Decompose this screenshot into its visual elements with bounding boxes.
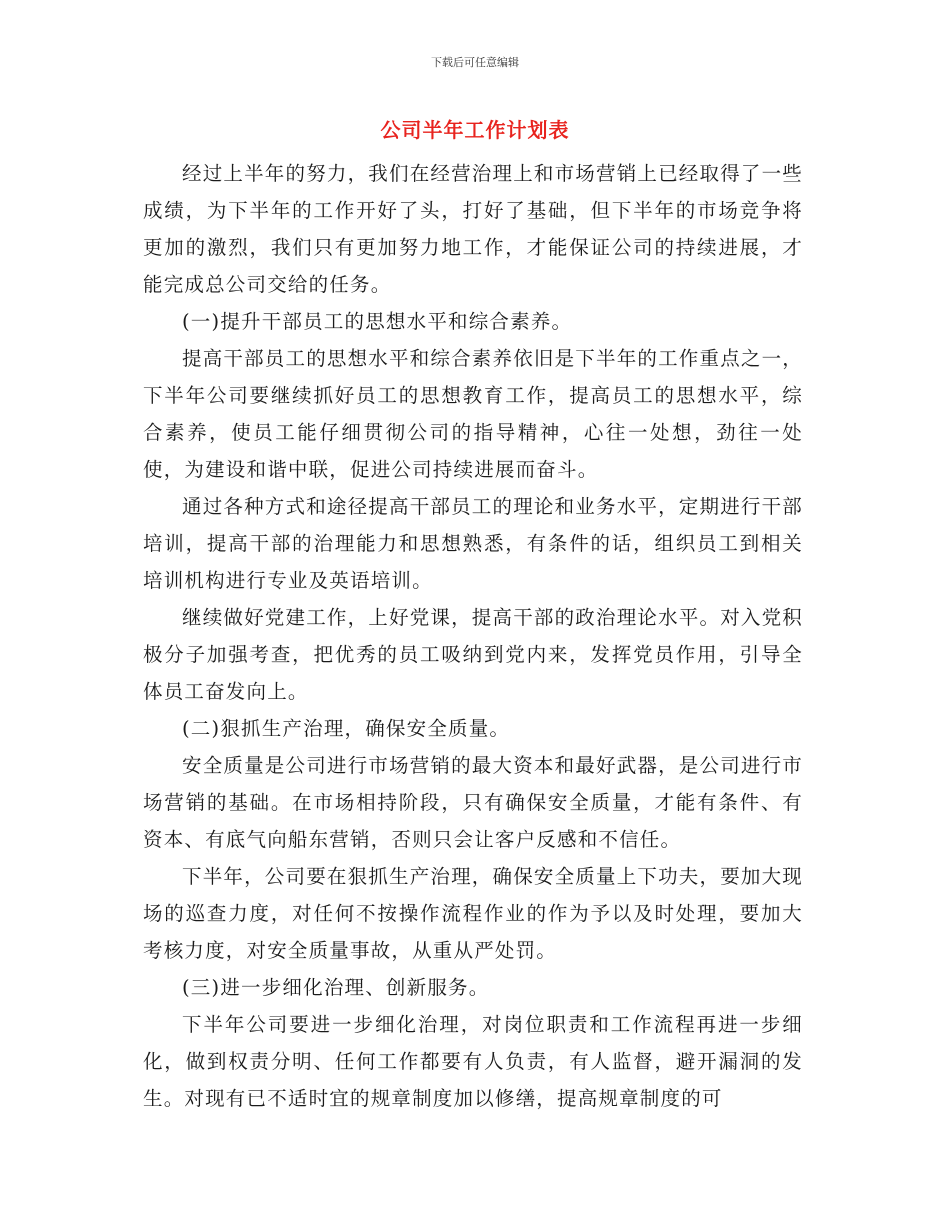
header-note: 下载后可任意编辑 (431, 56, 519, 69)
document-title: 公司半年工作计划表 (380, 118, 570, 142)
paragraph: 下半年，公司要在狠抓生产治理，确保安全质量上下功夫，要加大现场的巡查力度，对任何不按操作流程作业的作为予以及时处理，要加大考核力度，对安全质量事故，从重从严处罚。 (143, 865, 804, 962)
paragraph: 继续做好党建工作，上好党课，提高干部的政治理论水平。对入党积极分子加强考查，把优秀的员工吸纳到党内来，发挥党员作用，引导全体员工奋发向上。 (143, 606, 804, 703)
section-heading-1: (一)提升干部员工的思想水平和综合素养。 (182, 310, 573, 333)
paragraph: 安全质量是公司进行市场营销的最大资本和最好武器，是公司进行市场营销的基础。在市场相持阶段，只有确保安全质量，才能有条件、有资本、有底气向船东营销，否则只会让客户反感和不信任。 (143, 754, 804, 851)
document-body (143, 155, 803, 1117)
paragraph: 下半年公司要进一步细化治理，对岗位职责和工作流程再进一步细化，做到权责分明、任何工作都要有人负责，有人监督，避开漏洞的发生。对现有已不适时宜的规章制度加以修缮，提高规章制度的可 (143, 1013, 803, 1110)
paragraph: 通过各种方式和途径提高干部员工的理论和业务水平，定期进行干部培训，提高干部的治理能力和思想熟悉，有条件的话，组织员工到相关培训机构进行专业及英语培训。 (143, 495, 804, 592)
paragraph: 提高干部员工的思想水平和综合素养依旧是下半年的工作重点之一，下半年公司要继续抓好员工的思想教育工作，提高员工的思想水平，综合素养，使员工能仔细贯彻公司的指导精神，心往一处想，劲往一处使，为建设和谐中联，促进公司持续进展而奋斗。 (143, 347, 804, 481)
paragraph-intro: 经过上半年的努力，我们在经营治理上和市场营销上已经取得了一些成绩，为下半年的工作开好了头，打好了基础，但下半年的市场竞争将更加的激烈，我们只有更加努力地工作，才能保证公司的持续进展，才能完成总公司交给的任务。 (143, 162, 804, 296)
section-heading-2: (二)狠抓生产治理，确保安全质量。 (182, 717, 511, 740)
section-heading-3: (三)进一步细化治理、创新服务。 (182, 976, 490, 999)
